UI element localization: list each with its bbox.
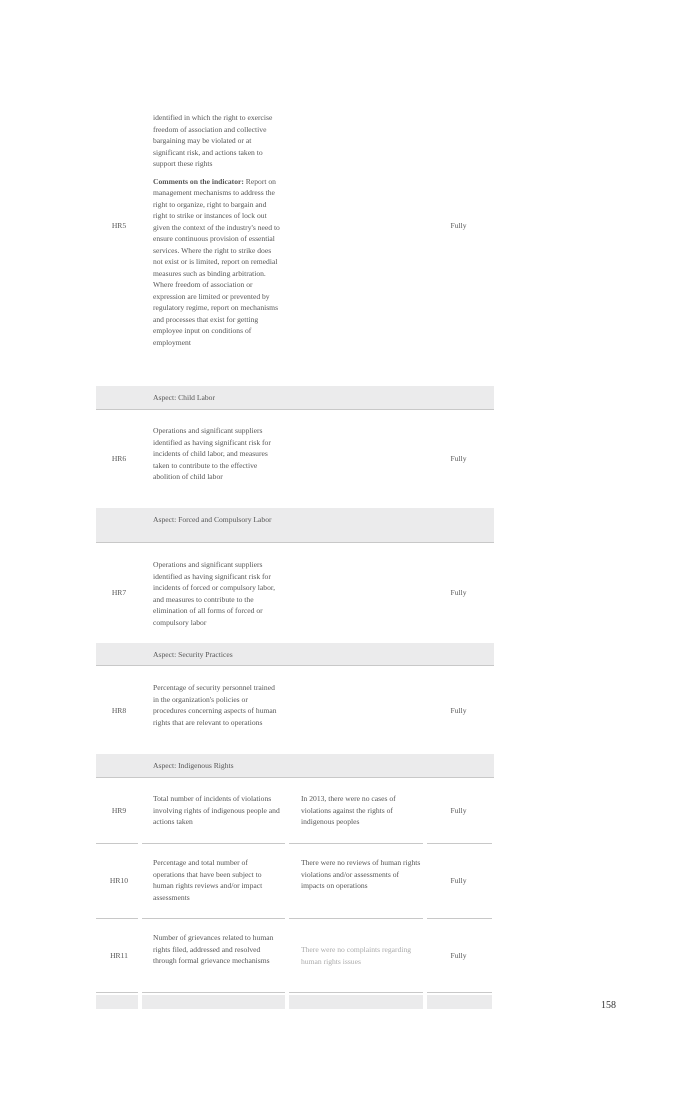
reporting-status: Fully bbox=[450, 876, 467, 885]
aspect-header-security-practices bbox=[96, 643, 494, 666]
row-divider bbox=[96, 992, 138, 993]
indicator-response: In 2013, there were no cases of violations against the rights of indigenous peoples bbox=[301, 794, 396, 826]
indicator-description: Operations and significant suppliers identified as having significant risk for incidents of child labor, and measures taken to contribute to the effective abolition of child labor bbox=[153, 426, 271, 481]
indicator-code: HR10 bbox=[109, 876, 129, 885]
indicator-comments bbox=[153, 176, 281, 349]
row-divider bbox=[427, 843, 492, 844]
indicator-description: Number of grievances related to human rights filed, addressed and resolved through formal grievance mechanisms bbox=[153, 933, 274, 965]
reporting-status: Fully bbox=[450, 951, 467, 960]
indicator-description: Percentage of security personnel trained in the organization's policies or procedures concerning aspects of human rights that are relevant to operations bbox=[153, 683, 277, 727]
aspect-title: Aspect: Forced and Compulsory Labor bbox=[153, 515, 272, 524]
reporting-status: Fully bbox=[450, 221, 467, 230]
reporting-status: Fully bbox=[450, 588, 467, 597]
row-divider bbox=[427, 918, 492, 919]
aspect-title: Aspect: Security Practices bbox=[153, 650, 233, 659]
indicator-code: HR7 bbox=[111, 588, 127, 597]
row-divider bbox=[142, 918, 285, 919]
table-footer-cell bbox=[96, 995, 138, 1009]
row-divider bbox=[96, 843, 138, 844]
aspect-header-child-labor bbox=[96, 386, 494, 410]
indicator-code: HR11 bbox=[110, 951, 128, 960]
table-footer-cell bbox=[427, 995, 492, 1009]
comments-label: Comments on the indicator: bbox=[153, 176, 244, 186]
table-footer-cell bbox=[142, 995, 285, 1009]
table-footer-cell bbox=[289, 995, 423, 1009]
row-divider bbox=[427, 992, 492, 993]
page-number: 158 bbox=[601, 1000, 616, 1011]
row-divider bbox=[142, 843, 285, 844]
indicator-description: Operations and significant suppliers identified as having significant risk for incidents of forced or compulsory labor, and measures to contribute to the elimination of all forms of forced or compulsory labor bbox=[153, 560, 276, 627]
row-divider bbox=[96, 918, 138, 919]
reporting-status: Fully bbox=[450, 806, 467, 815]
indicator-description: Percentage and total number of operations that have been subject to human rights reviews and/or impact assessments bbox=[153, 858, 263, 902]
aspect-title: Aspect: Child Labor bbox=[153, 393, 216, 402]
aspect-title: Aspect: Indigenous Rights bbox=[153, 761, 234, 770]
aspect-header-indigenous-rights bbox=[96, 754, 494, 778]
indicator-response: There were no reviews of human rights violations and/or assessments of impacts on operations bbox=[301, 858, 421, 890]
row-divider bbox=[289, 918, 423, 919]
indicator-description: Total number of incidents of violations involving rights of indigenous people and actions taken bbox=[153, 794, 280, 826]
indicator-description bbox=[153, 112, 281, 348]
indicator-code: HR5 bbox=[111, 221, 127, 230]
aspect-header-forced-labor bbox=[96, 508, 494, 543]
comments-text: Report on management mechanisms to address the right to organize, right to bargain and right to strike or instances of lock out given the context of the industry's need to ensure continuous provision of essential services. Where the right to strike does not exist or is limited, report on remedial measures such as binding arbitration. Where freedom of association or expression are limited or prevented by regulatory regime, report on mechanisms and processes that exist for getting employee input on conditions of employment bbox=[153, 176, 280, 347]
row-divider bbox=[289, 992, 423, 993]
indicator-code: HR6 bbox=[111, 454, 127, 463]
row-divider bbox=[289, 843, 423, 844]
indicator-intro-text: identified in which the right to exercise freedom of association and collective bargaining may be violated or at significant risk, and actions taken to support these rights bbox=[153, 113, 273, 168]
row-divider bbox=[142, 992, 285, 993]
reporting-status: Fully bbox=[450, 706, 467, 715]
indicator-response: There were no complaints regarding human rights issues bbox=[301, 945, 412, 966]
indicator-code: HR9 bbox=[111, 806, 127, 815]
reporting-status: Fully bbox=[450, 454, 467, 463]
indicator-code: HR8 bbox=[111, 706, 127, 715]
